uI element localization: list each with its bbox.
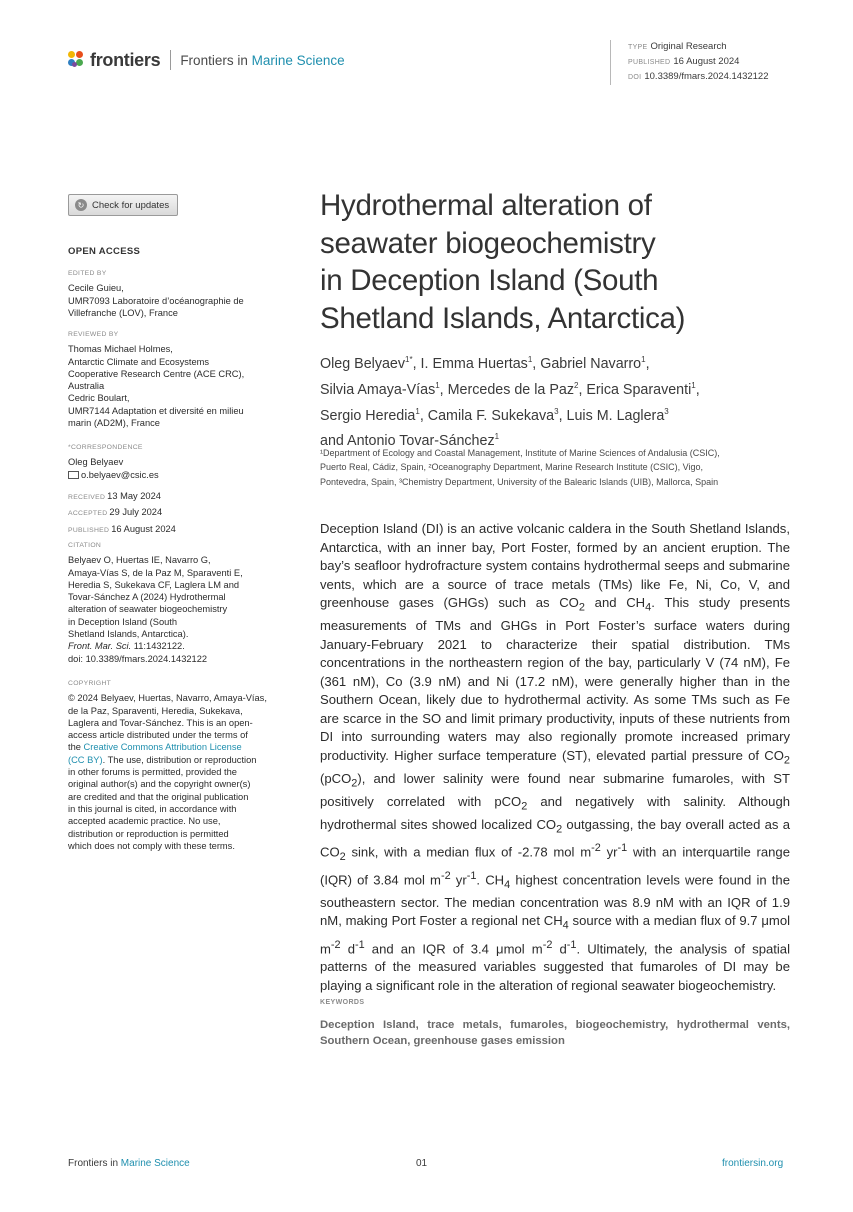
article-meta bbox=[610, 40, 769, 85]
cc-license-link[interactable]: Creative Commons Attribution License bbox=[83, 742, 242, 753]
open-access-label: OPEN ACCESS bbox=[68, 246, 141, 257]
article-doi: DOI 10.3389/fmars.2024.1432122 bbox=[628, 71, 769, 82]
envelope-icon bbox=[68, 471, 79, 479]
article-type: TYPE Original Research bbox=[628, 41, 727, 52]
abstract: Deception Island (DI) is an active volcanic caldera in the South Shetland Islands, Antarctica, with an inner bay, Port Foster, formed by an ancient eruption. The bay’s seafloor hydrofracture system contains hydrothermal seeps and submarine vents, which are a source of trace metals (TMs) like Fe, Ni, Co, V, and greenhouse gases (GHGs) such as $CO_2$ and $CH_4$. This study presents measurements of TMs and GHGs in Port Foster’s surface waters during January-February 2021 to characterize their spatial distribution. TMs concentrations in the northeastern region of the bay, particularly V (74 nM), Fe (361 nM), Co (3.9 nM) and Ni (17.2 nM), were generally higher than in the Southern Ocean, likely due to hydrothermal activity. As some TMs such as Fe are scarce in the SO and limit primary productivity, inputs of these nutrients from DI into surrounding waters may also regionally promote increased primary productivity. Higher surface temperature (ST), elevated partial pressure of $CO_2$ (pCO$_2$), and lower salinity were found near submarine fumaroles, with ST positively correlated with pCO$_2$ and negatively with salinity. Although hydrothermal sites showed localized $CO_2$ outgassing, the bay overall acted as a $CO_2$ sink, with a median flux of -2.78 mol $m^{-2}$ $yr^{-1}$ with an interquartile range (IQR) of 3.84 mol $m^{-2}$ $yr^{-1}$. $CH_4$ highest concentration levels were found in the southeastern sector. The median concentration was 8.9 nM with an IQR of 1.9 nM, making Port Foster a regional net $CH_4$ source with a median flux of 9.7 μmol $m^{-2}$ $d^{-1}$ and an IQR of 3.4 μmol $m^{-2}$ $d^{-1}$. Ultimately, the analysis of spatial patterns of the measured variables suggested that fumaroles of DI may be playing a significant role in the alteration of regional seawater biogeochemistry. bbox=[320, 521, 791, 993]
frontiers-logo-icon bbox=[68, 51, 86, 69]
edited-by: EDITED BY Cecile Guieu, UMR7093 Laboratoire d’océanographie de Villefranche (LOV), France bbox=[68, 270, 244, 318]
correspondence: *CORRESPONDENCE Oleg Belyaev o.belyaev@csic.es bbox=[68, 442, 273, 481]
reviewed-by: REVIEWED BY Thomas Michael Holmes, Antarctic Climate and Ecosystems Cooperative Research Centre (ACE CRC), Australia Cedric Boulart, UMR7144 Adaptation et diversité en milieu marin (AD2M), France bbox=[68, 331, 245, 429]
check-for-updates-button[interactable]: ↻ Check for updates bbox=[68, 194, 178, 216]
copyright: COPYRIGHT © 2024 Belyaev, Huertas, Navarro, Amaya-Vías, de la Paz, Sparaventi, Heredia, Sukekava, Laglera and Tovar-Sánchez. This is an open- access article distributed under the terms of the Creative Commons Attribution License (CC BY). The use, distribution or reproduction in other forums is permitted, provided the original author(s) and the copyright owner(s) are credited and that the original publication in this journal is cited, in accordance with accepted academic practice. No use, distribution or reproduction is permitted which does not comply with these terms. bbox=[68, 680, 267, 851]
citation: CITATION Belyaev O, Huertas IE, Navarro G, Amaya-Vías S, de la Paz M, Sparaventi E, Heredia S, Sukekava CF, Laglera LM and Tovar-Sánchez A (2024) Hydrothermal alteration of seawater biogeochemistry in Deception Island (South Shetland Islands, Antarctica). Front. Mar. Sci. 11:1432122. doi: 10.3389/fmars.2024.1432122 bbox=[68, 542, 243, 664]
page-number: 01 bbox=[416, 1158, 428, 1169]
journal-logo bbox=[68, 47, 345, 73]
footer-journal: Frontiers in Marine Science bbox=[68, 1158, 190, 1169]
correspondence-email[interactable]: o.belyaev@csic.es bbox=[81, 469, 159, 480]
logo-divider bbox=[170, 50, 171, 70]
keywords-heading: KEYWORDS bbox=[320, 999, 365, 1006]
article-published: PUBLISHED 16 August 2024 bbox=[628, 56, 740, 67]
refresh-icon: ↻ bbox=[75, 199, 87, 211]
author-list: Oleg Belyaev$^{1*}$, I. Emma Huertas$^1$, Gabriel Navarro$^1$, Silvia Amaya-Vías$^1$, Mercedes de la Paz$^2$, Erica Sparaventi$^1$, Sergio Heredia$^1$, Camila F. Sukekava$^3$, Luis M. Laglera$^3$ and Antonio Tovar-Sánchez$^1$ bbox=[320, 355, 700, 450]
keywords: Deception Island, trace metals, fumaroles, biogeochemistry, hydrothermal vents, Southern Ocean, greenhouse gases emission bbox=[320, 1019, 790, 1047]
article-dates: RECEIVED 13 May 2024 ACCEPTED 29 July 2024 PUBLISHED 16 August 2024 bbox=[68, 491, 176, 534]
affiliations: ¹Department of Ecology and Coastal Management, Institute of Marine Sciences of Andalusia (CSIC), Puerto Real, Cádiz, Spain, ²Oceanography Department, Marine Research Institute (CSIC), Vigo, Pontevedra, Spain, ³Chemistry Department, University of the Balearic Islands (UIB), Mallorca, Spain bbox=[320, 448, 720, 487]
correspondence-name: Oleg Belyaev bbox=[68, 457, 124, 468]
footer-site-link[interactable]: frontiersin.org bbox=[722, 1158, 784, 1169]
journal-name: Frontiers in Marine Science bbox=[180, 52, 345, 68]
article-title: Hydrothermal alteration of seawater biogeochemistry in Deception Island (South Shetland Islands, Antarctica) bbox=[320, 189, 686, 335]
cc-by-link[interactable]: (CC BY) bbox=[68, 754, 103, 765]
brand-name: frontiers bbox=[90, 49, 161, 70]
